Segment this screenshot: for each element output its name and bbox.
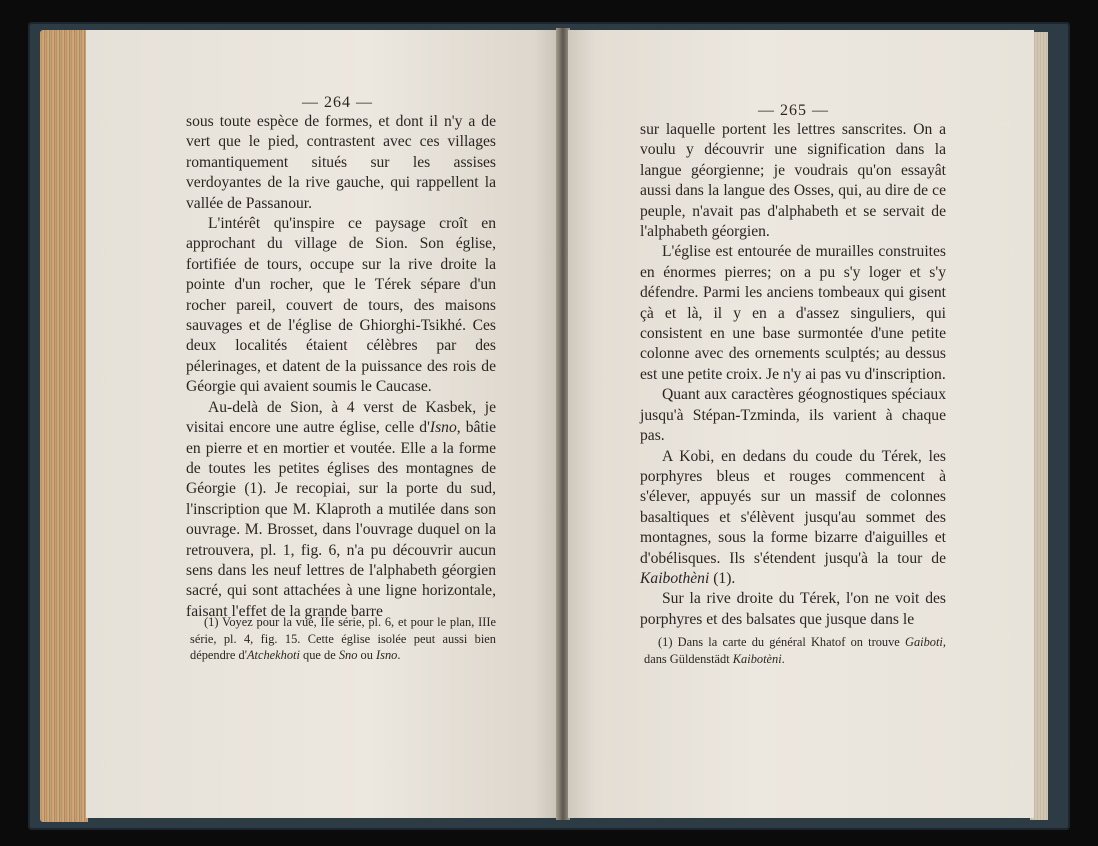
page-number-right: — 265 — [758,102,829,119]
footnote-segment: (1) Dans la carte du général Khatof on trouve [658,635,906,649]
paragraph-segment: sous toute espèce de formes, et dont il n'y a de vert que le pied, contrastent avec ces villages romantiquement situés sur les assises verdoyantes de la rive gauche, qui rappellent la vallée de Passanour. [186,113,496,212]
footnote-segment: . [781,651,785,666]
footnote-text [190,614,496,664]
paragraph [640,447,946,590]
footnote-segment: Kaibotèni [732,651,782,666]
paragraph-segment: Kaibothèni [640,569,710,587]
paragraph [186,398,496,622]
paragraph [186,112,496,214]
footnote-segment: ou [357,648,376,662]
right-page-footnote [644,634,946,667]
paragraph-segment: L'église est entourée de murailles construites en énormes pierres; on a pu s'y loger et s'y défendre. Parmi les anciens tombeaux qui gisent çà et là, il y en a d'assez singuliers, qui consistent en une base surmontée d'une petite colonne avec des ornements sculptés; au dessus est une petite croix. Je n'y ai pas vu d'inscription. [640,243,946,383]
paragraph-segment: sur laquelle portent les lettres sanscrites. On a voulu y découvrir une signification dans la langue géorgienne; je voudrais qu'on essayât aussi dans la langue des Osses, qui, au dire de ce peuple, n'avait pas d'alphabeth et se servait de l'alphabeth géorgien. [640,121,946,241]
paragraph-segment: , bâtie en pierre et en mortier et voutée. Elle a la forme de toutes les petites églises des montagnes de Géorgie (1). Je recopiai, sur la porte du sud, l'inscription que M. Klaproth a mutilée dans son ouvrage. M. Brosset, dans l'ouvrage duquel on la retrouvera, pl. 1, fig. 6, n'a pu découvrir aucun sens dans les neuf lettres de l'alphabeth géorgien sacré, qui sont attachées à une ligne horizontale, faisant l'effet de la grande barre [186,419,496,620]
paragraph-segment: Au-delà de Sion, à 4 verst de Kasbek, je visitai encore une autre église, celle d' [186,398,496,437]
paragraph [640,589,946,630]
paragraph [640,120,946,242]
footnote-segment: que de [299,648,339,662]
paragraph [640,242,946,385]
footnote-segment: . [397,648,401,662]
paragraph-segment: A Kobi, en dedans du coude du Térek, les porphyres bleus et rouges commencent à s'élever, appuyés sur un massif de colonnes basaltiques et s'élèvent jusqu'au sommet des montagnes, sous la forme bizarre d'aiguilles et d'obélisques. Ils s'étendent jusqu'à la tour de [640,447,946,567]
footnote-segment: (1) Voyez pour la vue, IIe série, pl. 6, et pour le plan, IIIe série, pl. 4, fig. 15. Cette église isolée peut aussi bien dépendre d' [190,615,496,662]
right-page [568,30,1034,818]
paragraph [640,385,946,446]
page-number-left: — 264 — [302,94,373,111]
paragraph-segment: (1). [709,569,736,587]
left-page-body [186,112,496,622]
footnote-segment: , dans Güldenstädt [644,635,946,666]
left-page [86,30,558,818]
footnote-segment: Gaiboti [905,635,943,649]
paragraph-segment: Sur la rive droite du Térek, l'on ne voit des porphyres et des balsates que jusque dans le [640,590,946,628]
left-page-edges [40,30,88,822]
paragraph [186,214,496,398]
footnote-text [644,634,946,667]
right-page-body [640,120,946,630]
footnote-segment: Isno [376,648,398,662]
footnote-segment: Sno [338,648,358,662]
paragraph-segment: Isno [429,419,457,437]
footnote-segment: Atchekhoti [246,648,300,662]
paragraph-segment: L'intérêt qu'inspire ce paysage croît en approchant du village de Sion. Son église, fortifiée de tours, occupe sur la rive droite la pointe d'un rocher, que le Térek sépare d'un rocher pareil, couvert de tours, des maisons sauvages et de l'église de Ghiorghi-Tsikhé. Ces deux localités étaient célèbres par des pélerinages, et datent de la puissance des rois de Géorgie qui avaient soumis le Caucase. [186,215,496,396]
paragraph-segment: Quant aux caractères géognostiques spéciaux jusqu'à Stépan-Tzminda, ils varient à chaque pas. [640,386,946,445]
left-page-footnote [190,614,496,664]
